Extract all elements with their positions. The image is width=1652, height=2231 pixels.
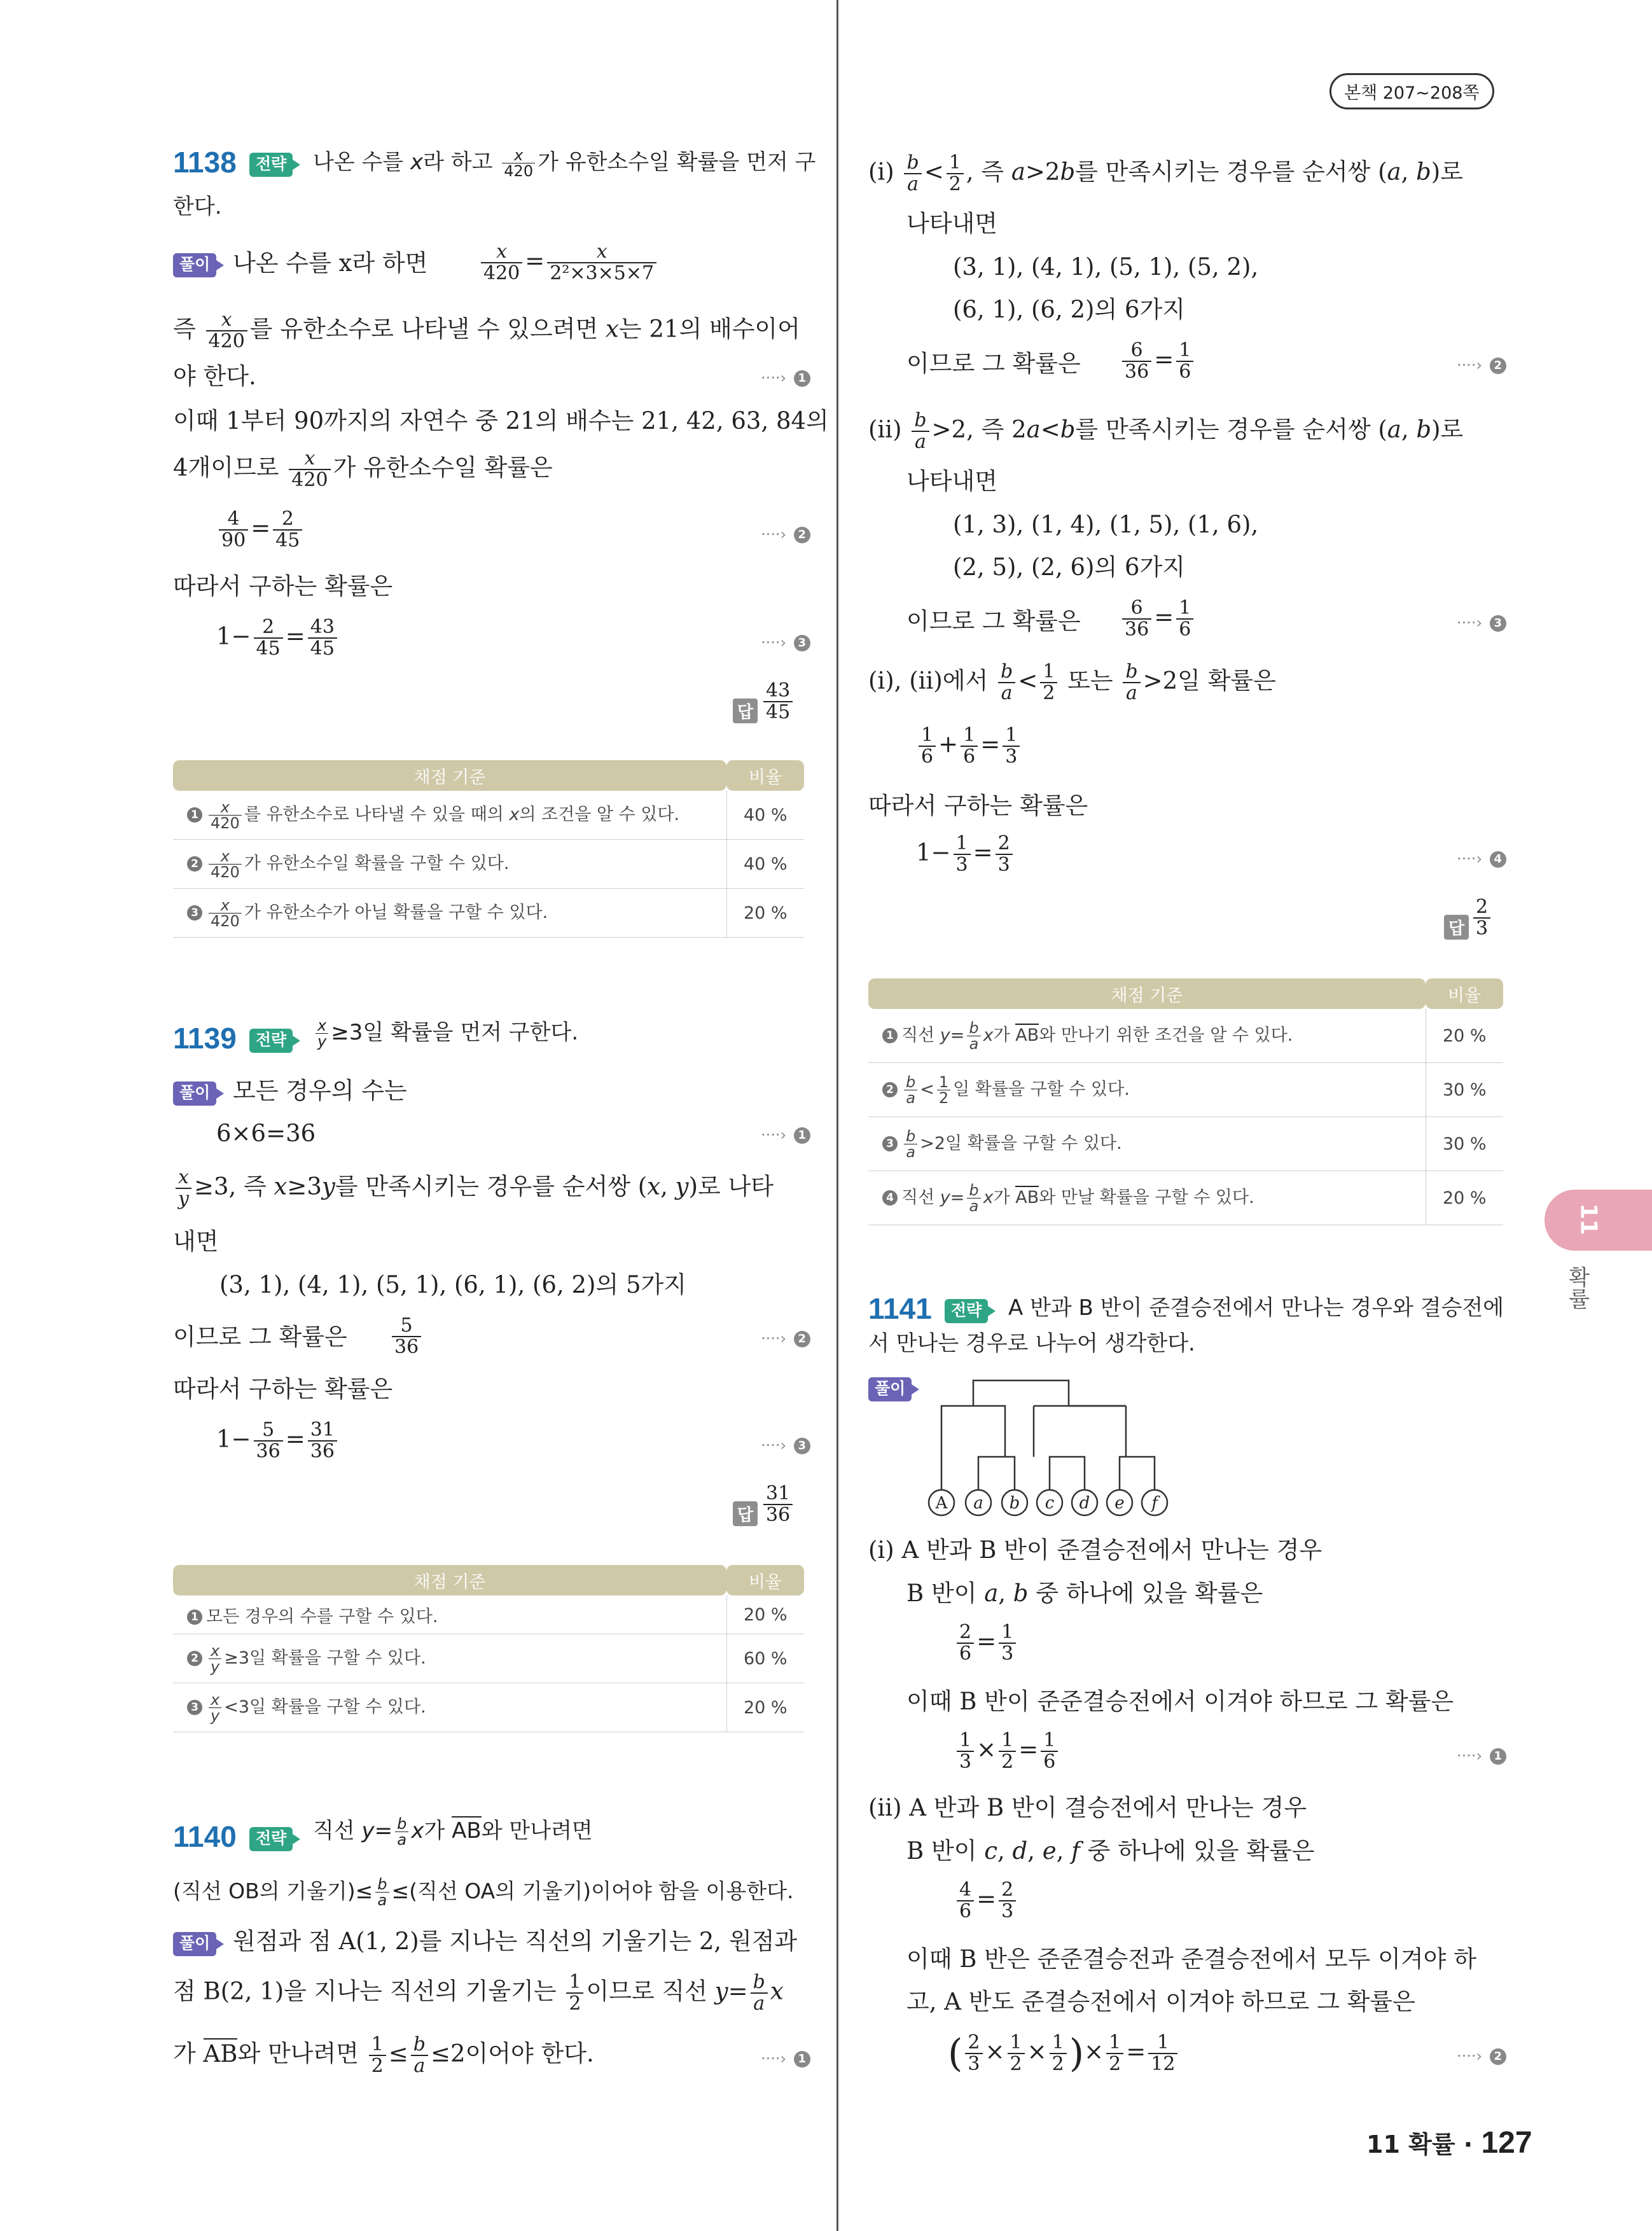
sol-1140-line3: 가 AB와 만나려면 $\frac{1}{2}$ ≤ $\frac{b}{a}$ ≤2이어야 한다. bbox=[173, 2033, 594, 2077]
strategy-text-1141-cont: 서 만나는 경우로 나누어 생각한다. bbox=[868, 1331, 1195, 1356]
case1-1140-line1: (i) $\frac{b}{a}$ < $\frac{1}{2}$ , 즉 a>2b를 만족시키는 경우를 순서쌍 (a, b)로 bbox=[868, 151, 1463, 195]
case1-1141-line2: 이때 B 반이 준준결승전에서 이겨야 하므로 그 확률은 bbox=[906, 1688, 1454, 1715]
pairs-1139: (3, 1), (4, 1), (5, 1), (6, 1), (6, 2)의 5가지 bbox=[219, 1271, 686, 1298]
solution-chip: 풀이 bbox=[868, 1377, 912, 1401]
case1-1141-title: (i) A 반과 B 반이 준결승전에서 만나는 경우 bbox=[868, 1536, 1322, 1564]
case1-1141-line: B 반이 a, b 중 하나에 있을 확률은 bbox=[906, 1580, 1263, 1607]
footer-chapter: 11 확률 bbox=[1366, 2130, 1455, 2158]
strategy-text-1138: 나온 수를 x라 하고 $\frac{x}{420}$ 가 유한소수일 확률을 먼저 구 bbox=[313, 146, 816, 180]
eq-1138-x420: $\frac{x}{420}$ = $\frac{x}{\text{2²×3×5×7}}$ bbox=[478, 242, 659, 284]
case1-1140-pairs2: (6, 1), (6, 2)의 6가지 bbox=[953, 296, 1185, 323]
answer-badge: 답 bbox=[1444, 915, 1469, 940]
page-footer: 11 확률 · 127 bbox=[1366, 2126, 1532, 2160]
mark-3: ····› 3 bbox=[761, 1436, 810, 1454]
sol-1139-line5: 따라서 구하는 확률은 bbox=[173, 1375, 393, 1403]
sol-1138-line2: 즉 $\frac{x}{420}$ 를 유한소수로 나타낼 수 있으려면 x는 21의 배수이어 bbox=[173, 309, 800, 352]
eq-1140-sum: $\frac{1}{6}$ + $\frac{1}{6}$ = $\frac{1}{3}$ bbox=[916, 725, 1022, 767]
column-divider bbox=[836, 0, 838, 2231]
criteria-table-1138 bbox=[173, 760, 804, 938]
case2-1141-line: B 반이 c, d, e, f 중 하나에 있을 확률은 bbox=[906, 1837, 1315, 1865]
case2-1140-pairs1: (1, 3), (1, 4), (1, 5), (1, 6), bbox=[953, 511, 1259, 538]
bracket-label: A bbox=[935, 1494, 948, 1513]
bracket-label: c bbox=[1045, 1494, 1055, 1513]
page-range-pill: 본책 207~208쪽 bbox=[1329, 73, 1494, 109]
answer-badge: 답 bbox=[733, 698, 758, 723]
mark-1: ····› 1 bbox=[761, 2050, 810, 2068]
eq-1139-final: 1− $\frac{5}{36}$ = $\frac{31}{36}$ bbox=[216, 1420, 340, 1462]
bracket-label: f bbox=[1151, 1494, 1158, 1513]
eq-1141-c2: $\frac{4}{6}$ = $\frac{2}{3}$ bbox=[954, 1880, 1018, 1922]
strategy-text-1140-cont: (직선 OB의 기울기)≤ $\frac{b}{a}$ ≤(직선 OA의 기울기)이어야 함을 이용한다. bbox=[173, 1875, 794, 1909]
table-row: 2 $\frac{x}{420}$ 가 유한소수일 확률을 구할 수 있다. 40 % bbox=[173, 840, 804, 889]
table-row: 1 $\frac{x}{420}$ 를 유한소수로 나타낼 수 있을 때의 x의 조건을 알 수 있다. 40 % bbox=[173, 791, 804, 840]
mark-1: ····› 1 bbox=[761, 1126, 810, 1144]
solution-chip: 풀이 bbox=[173, 1932, 216, 1956]
mark-1: ····› 1 bbox=[1457, 1747, 1506, 1765]
ratio-header: 비율 bbox=[726, 1565, 804, 1595]
eq-1140-final: 1− $\frac{1}{3}$ = $\frac{2}{3}$ bbox=[916, 833, 1015, 875]
case2-1141-line3: 고, A 반도 준결승전에서 이겨야 하므로 그 확률은 bbox=[906, 1988, 1415, 2015]
case1-1140-pairs1: (3, 1), (4, 1), (5, 1), (5, 2), bbox=[953, 253, 1259, 281]
sol-1138-line1: 나온 수를 x라 하면 bbox=[233, 249, 428, 277]
case2-1140-line2: 나타내면 bbox=[906, 468, 997, 495]
criteria-header: 채점 기준 bbox=[173, 760, 726, 791]
table-row: 3 $\frac{x}{y}$ <3일 확률을 구할 수 있다. 20 % bbox=[173, 1683, 804, 1732]
sol-1138-line4: 이때 1부터 90까지의 자연수 중 21의 배수는 21, 42, 63, 84의 bbox=[173, 407, 829, 434]
answer-badge: 답 bbox=[733, 1501, 758, 1526]
mark-1: ····› 1 bbox=[761, 369, 810, 387]
mark-2: ····› 2 bbox=[1457, 2047, 1506, 2065]
ratio-header: 비율 bbox=[1426, 978, 1503, 1009]
strategy-chip: 전략 bbox=[945, 1299, 988, 1323]
case1-1140-line2: 나타내면 bbox=[906, 210, 997, 237]
case2-1141-title: (ii) A 반과 B 반이 결승전에서 만나는 경우 bbox=[868, 1794, 1307, 1821]
final-1140-intro: 따라서 구하는 확률은 bbox=[868, 792, 1088, 819]
eq-1138-final: 1− $\frac{2}{45}$ = $\frac{43}{45}$ bbox=[216, 617, 340, 659]
case2-1140-pairs2: (2, 5), (2, 6)의 6가지 bbox=[953, 553, 1185, 581]
answer-1138: $\frac{43}{45}$ bbox=[761, 681, 795, 723]
strategy-chip: 전략 bbox=[249, 1827, 293, 1851]
mark-2: ····› 2 bbox=[761, 1330, 810, 1347]
eq-1140-case1: $\frac{6}{36}$ = $\frac{1}{6}$ bbox=[1120, 340, 1196, 382]
sol-1138-line3: 야 한다. bbox=[173, 363, 256, 390]
table-row: 3 $\frac{x}{420}$ 가 유한소수가 아닐 확률을 구할 수 있다. 20 % bbox=[173, 889, 804, 938]
sol-1140-line2: 점 B(2, 1)을 지나는 직선의 기울기는 $\frac{1}{2}$ 이므로 직선 y= $\frac{b}{a}$ x bbox=[173, 1971, 784, 2015]
case2-1140-prob: 이므로 그 확률은 bbox=[906, 608, 1081, 635]
problem-number-1139: 1139 bbox=[173, 1022, 237, 1055]
strategy-text-1141: A 반과 B 반이 준결승전에서 만나는 경우와 결승전에 bbox=[1008, 1295, 1504, 1321]
eq-1141-c1b: $\frac{1}{3}$ × $\frac{1}{2}$ = $\frac{1}{6}$ bbox=[954, 1730, 1060, 1772]
sol-1138-line5: 4개이므로 $\frac{x}{420}$ 가 유한소수일 확률은 bbox=[173, 447, 553, 491]
mark-3: ····› 3 bbox=[1457, 614, 1506, 632]
bracket-label: a bbox=[973, 1494, 983, 1513]
bracket-label: b bbox=[1009, 1494, 1020, 1513]
solution-chip: 풀이 bbox=[173, 253, 216, 277]
eq-1141-c1: $\frac{2}{6}$ = $\frac{1}{3}$ bbox=[954, 1622, 1018, 1664]
criteria-table-1139 bbox=[173, 1565, 804, 1732]
bracket-label: e bbox=[1114, 1494, 1125, 1513]
problem-number-1140: 1140 bbox=[173, 1820, 237, 1853]
problem-number-1138: 1138 bbox=[173, 146, 237, 179]
prob-1139: $\frac{5}{36}$ bbox=[389, 1316, 424, 1358]
chapter-side-tab bbox=[1544, 1190, 1652, 1251]
criteria-table-1140 bbox=[868, 978, 1503, 1225]
case1-1140-prob: 이므로 그 확률은 bbox=[906, 350, 1081, 377]
problem-number-1141: 1141 bbox=[868, 1292, 932, 1325]
table-row: 2 $\frac{b}{a}$ < $\frac{1}{2}$ 일 확률을 구할 수 있다. 30 % bbox=[868, 1063, 1503, 1117]
case2-1140-line1: (ii) $\frac{b}{a}$ >2, 즉 2a<b를 만족시키는 경우를 순서쌍 (a, b)로 bbox=[868, 409, 1464, 453]
sol-1139-line4: 이므로 그 확률은 bbox=[173, 1323, 347, 1351]
mark-2: ····› 2 bbox=[1457, 356, 1506, 374]
strategy-text-1138-cont: 한다. bbox=[173, 194, 222, 219]
eq-1139-36: 6×6=36 bbox=[216, 1120, 316, 1147]
sol-1138-line6: 따라서 구하는 확률은 bbox=[173, 573, 393, 600]
mark-3: ····› 3 bbox=[761, 634, 810, 651]
table-row: 1 모든 경우의 수를 구할 수 있다. 20 % bbox=[173, 1595, 804, 1634]
case2-1141-line2: 이때 B 반은 준준결승전과 준결승전에서 모두 이겨야 하 bbox=[906, 1945, 1476, 1973]
bracket-label: d bbox=[1079, 1494, 1090, 1513]
table-row: 2 $\frac{x}{y}$ ≥3일 확률을 구할 수 있다. 60 % bbox=[173, 1634, 804, 1683]
sum-1140-intro: (i), (ii)에서 $\frac{b}{a}$ < $\frac{1}{2}$ 또는 $\frac{b}{a}$ >2일 확률은 bbox=[868, 660, 1276, 704]
sol-1139-line1: 모든 경우의 수는 bbox=[233, 1077, 407, 1104]
tournament-bracket-diagram bbox=[916, 1368, 1183, 1527]
ratio-header: 비율 bbox=[726, 760, 804, 791]
table-row: 1 직선 y= $\frac{b}{a}$ x가 AB와 만나기 위한 조건을 알 수 있다. 20 % bbox=[868, 1009, 1503, 1063]
mark-4: ····› 4 bbox=[1457, 850, 1506, 868]
mark-2: ····› 2 bbox=[761, 525, 810, 543]
eq-1141-c2b: ( $\frac{2}{3}$ × $\frac{1}{2}$ × $\frac{1}{2}$ )× $\frac{1}{2}$ = $\frac{1}{12}$ bbox=[948, 2031, 1180, 2076]
table-row: 3 $\frac{b}{a}$ >2일 확률을 구할 수 있다. 30 % bbox=[868, 1117, 1503, 1171]
sol-1140-line1: 원점과 점 A(1, 2)를 지나는 직선의 기울기는 2, 원점과 bbox=[233, 1928, 798, 1955]
side-tab-number: 11 bbox=[1575, 1203, 1602, 1235]
page-number: 127 bbox=[1481, 2126, 1532, 2160]
sol-1139-line2: $\frac{x}{y}$ ≥3, 즉 x≥3y를 만족시키는 경우를 순서쌍 (x, y)로 나타 bbox=[173, 1167, 774, 1209]
sol-1139-line3: 내면 bbox=[173, 1228, 219, 1255]
criteria-header: 채점 기준 bbox=[868, 978, 1426, 1009]
strategy-text-1140: 직선 y= $\frac{b}{a}$ x가 AB와 만나려면 bbox=[313, 1815, 593, 1849]
answer-1139: $\frac{31}{36}$ bbox=[761, 1484, 795, 1526]
table-row: 4 직선 y= $\frac{b}{a}$ x가 AB와 만날 확률을 구할 수 있다. 20 % bbox=[868, 1171, 1503, 1225]
strategy-chip: 전략 bbox=[249, 1029, 293, 1053]
answer-1140: $\frac{2}{3}$ bbox=[1471, 897, 1493, 939]
criteria-header: 채점 기준 bbox=[173, 1565, 726, 1595]
strategy-text-1139: $\frac{x}{y}$ ≥3일 확률을 먼저 구한다. bbox=[313, 1018, 578, 1049]
strategy-chip: 전략 bbox=[249, 153, 293, 177]
solution-chip: 풀이 bbox=[173, 1081, 216, 1106]
eq-1140-case2: $\frac{6}{36}$ = $\frac{1}{6}$ bbox=[1120, 598, 1196, 640]
side-tab-label: 확률 bbox=[1564, 1266, 1590, 1309]
eq-1138-4-90: $\frac{4}{90}$ = $\frac{2}{45}$ bbox=[216, 509, 305, 551]
